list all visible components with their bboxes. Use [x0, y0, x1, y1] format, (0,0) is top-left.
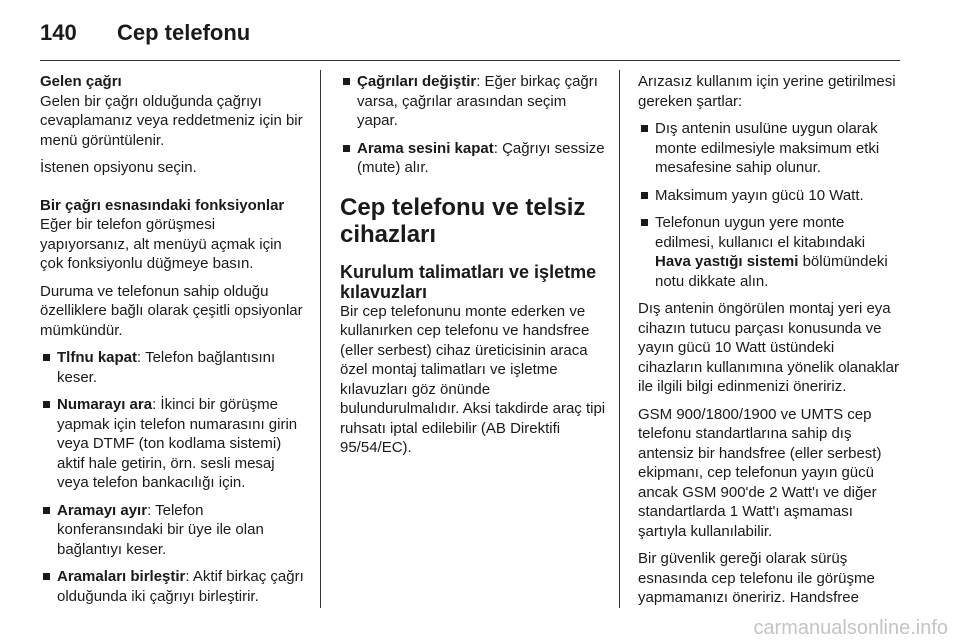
requirements-intro: Arızasız kullanım için yerine getirilmesi gereken şartlar: [638, 73, 896, 110]
choose-option-text: İstenen opsiyonu seçin. [40, 159, 197, 176]
bullet-square-icon [641, 192, 648, 199]
antenna-info-body: Dış antenin öngörülen montaj yeri eya cihazın tutucu parçası konusunda ve yayın gücü 10 Watt üstündeki cihazların kullanımına yönelik olanaklar ile ilgili bilgi edinmenizi öneririz. [638, 300, 899, 395]
bullet-square-icon [43, 573, 50, 580]
list-item [340, 139, 608, 178]
bullet-square-icon [43, 401, 50, 408]
bullet-square-icon [641, 219, 648, 226]
bullet-square-icon [641, 125, 648, 132]
bullet-term: Hava yastığı sistemi [655, 253, 799, 270]
bullet-term: Arama sesini kapat [357, 139, 494, 157]
page-title: Cep telefonu [117, 20, 251, 45]
incoming-call-heading: Gelen çağrı [40, 73, 122, 90]
bullet-text: : Eğer birkaç çağrı varsa, çağrılar arasından seçim yapar. [357, 73, 598, 129]
bullet-term: Çağrıları değiştir [357, 73, 477, 90]
list-item [638, 119, 902, 178]
bullet-term: Numarayı ara [57, 396, 153, 413]
options-depend-body: Duruma ve telefonun sahip olduğu özelliklere bağlı olarak çeşitli opsiyonlar mümkündür. [40, 282, 303, 339]
column-3 [638, 72, 902, 616]
bullet-text: : Çağrıyı sessize (mute) alır. [357, 139, 605, 176]
subsection-heading: Kurulum talimatları ve işletme kılavuzları [340, 261, 597, 302]
column-2 [340, 72, 608, 466]
page-header [40, 14, 920, 54]
installation-body: Bir cep telefonunu monte ederken ve kullanırken cep telefonu ve handsfree (eller serbest) cihaz üreticisinin araca özel montaj talimatları ve işletme kılavuzları göz önünde bulundurulmalıdır. Aksi takdirde araç tipi ruhsatı iptal edilebilir (AB Direktifi 95/54/EC). [340, 302, 606, 456]
header-rule [40, 60, 900, 61]
list-item [340, 72, 608, 131]
bullet-text: bölümündeki notu dikkate alın. [655, 253, 888, 290]
incoming-call-body: Gelen bir çağrı olduğunda çağrıyı cevaplamanız veya reddetmeniz için bir menü görüntülenir. [40, 92, 303, 149]
bullet-term: Aramaları birleştir [57, 568, 186, 585]
bullet-text: : Telefon bağlantısını keser. [57, 349, 276, 386]
column-1 [40, 72, 308, 614]
bullet-term: Tlfnu kapat [57, 349, 138, 366]
bullet-text: : Telefon konferansındaki bir üye ile olan bağlantıyı keser. [57, 501, 264, 558]
bullet-text: : İkinci bir görüşme yapmak için telefon numarasını girin veya DTMF (ton kodlama sistemi) aktif hale getirin, örn. sesli mesaj veya telefon bankacılığı için. [57, 396, 298, 491]
list-item [40, 501, 308, 560]
section-heading: Cep telefonu ve telsiz cihazları [340, 193, 586, 248]
bullet-square-icon [343, 78, 350, 85]
list-item [40, 348, 308, 387]
bullet-text: Telefonun uygun yere monte edilmesi, kullanıcı el kitabındaki [655, 214, 866, 251]
bullet-term: Aramayı ayır [57, 501, 148, 519]
during-call-heading: Bir çağrı esnasındaki fonksiyonlar [40, 196, 285, 214]
watermark: carmanualsonline.info [753, 617, 948, 639]
bullet-text: Maksimum yayın gücü 10 Watt. [655, 186, 864, 204]
safety-body: Bir güvenlik gereği olarak sürüş esnasında cep telefonu ile görüşme yapmamanızı öneririz. Handsfree [638, 550, 875, 606]
bullet-text: : Aktif birkaç çağrı olduğunda iki çağrıyı birleştirir. [57, 568, 304, 605]
during-call-body: Eğer bir telefon görüşmesi yapıyorsanız, alt menüyü açmak için çok fonksiyonlu düğmeye basın. [40, 216, 282, 272]
bullet-square-icon [43, 507, 50, 514]
bullet-square-icon [343, 145, 350, 152]
bullet-square-icon [43, 354, 50, 361]
column-divider-1 [320, 70, 321, 608]
page-number: 140 [40, 20, 77, 45]
gsm-body: GSM 900/1800/1900 ve UMTS cep telefonu standartlarına sahip dış antensiz bir handsfree (eller serbest) ekipmanı, cep telefonun yayın gücü ancak GSM 900'de 2 Watt'ı ve diğer standartlarda 1 Watt'ı aşmaması şartıyla kullanılabilir. [638, 405, 882, 540]
bullet-text: Dış antenin usulüne uygun olarak monte edilmesiyle maksimum etki mesafesine sahip olunur. [655, 120, 880, 176]
list-item [40, 567, 308, 606]
list-item [40, 395, 308, 493]
column-divider-2 [619, 70, 620, 608]
list-item [638, 186, 902, 206]
list-item [638, 213, 902, 291]
